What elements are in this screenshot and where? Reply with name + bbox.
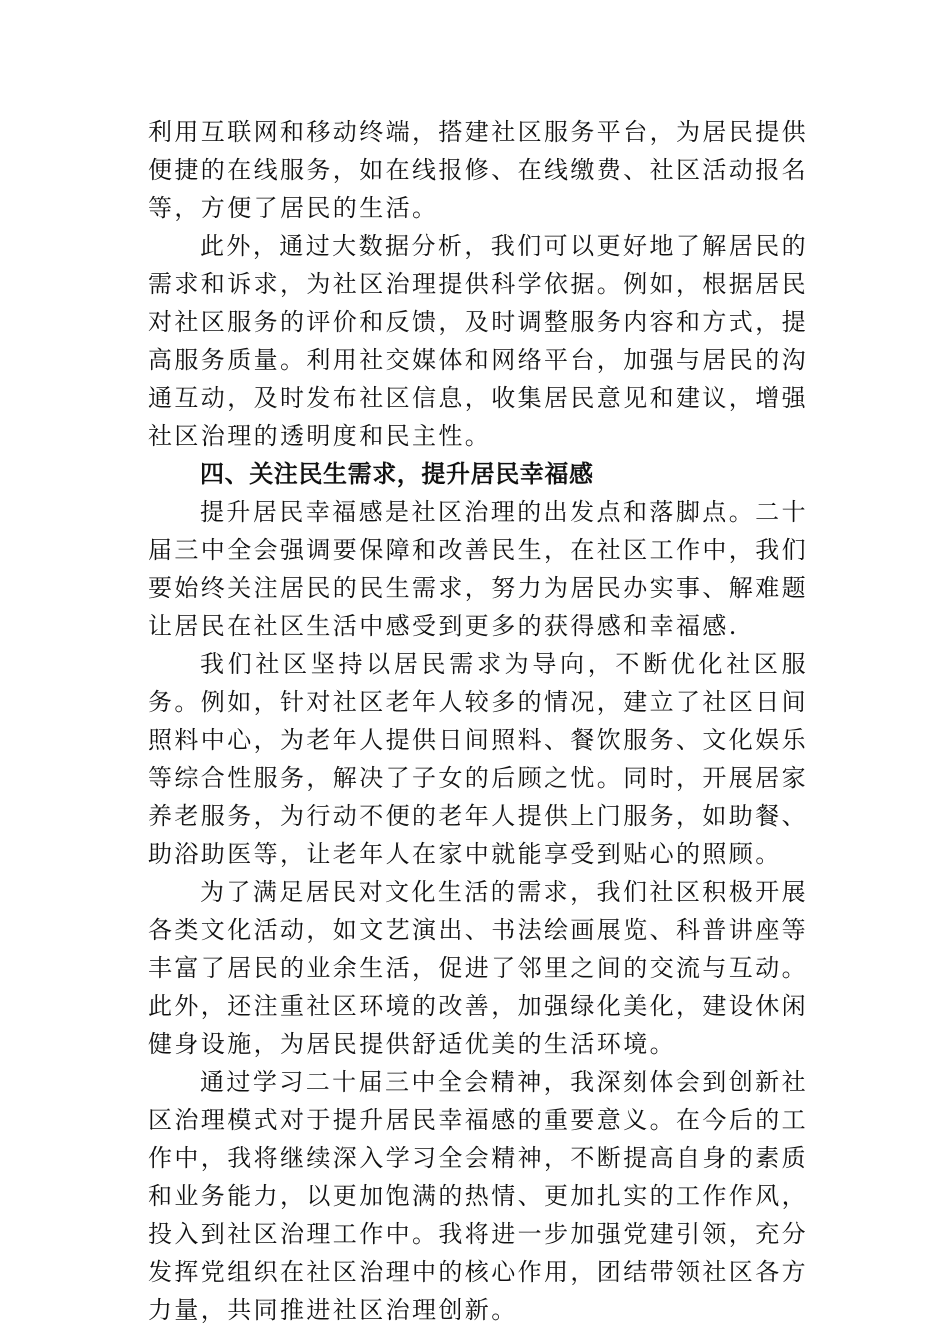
document-page bbox=[148, 113, 808, 1329]
paragraph-cultural-activities: 为了满足居民对文化生活的需求，我们社区积极开展各类文化活动，如文艺演出、书法绘画展览、科普讲座等丰富了居民的业余生活，促进了邻里之间的交流与互动。此外，还注重社区环境的改善，加强绿化美化，建设休闲健身设施，为居民提供舒适优美的生活环境。 bbox=[148, 878, 808, 1058]
paragraph-online-services: 利用互联网和移动终端，搭建社区服务平台，为居民提供便捷的在线服务，如在线报修、在线缴费、社区活动报名等，方便了居民的生活。 bbox=[148, 118, 808, 222]
paragraph-elderly-services: 我们社区坚持以居民需求为导向，不断优化社区服务。例如，针对社区老年人较多的情况，建立了社区日间照料中心，为老年人提供日间照料、餐饮服务、文化娱乐等综合性服务，解决了子女的后顾之忧。同时，开展居家养老服务，为行动不便的老年人提供上门服务，如助餐、助浴助医等，让老年人在家中就能享受到贴心的照顾。 bbox=[148, 650, 808, 868]
section-heading-livelihood: 四、关注民生需求，提升居民幸福感 bbox=[200, 460, 594, 488]
paragraph-conclusion: 通过学习二十届三中全会精神，我深刻体会到创新社区治理模式对于提升居民幸福感的重要意义。在今后的工作中，我将继续深入学习全会精神，不断提高自身的素质和业务能力，以更加饱满的热情、更加扎实的工作作风，投入到社区治理工作中。我将进一步加强党建引领，充分发挥党组织在社区治理中的核心作用，团结带领社区各方力量，共同推进社区治理创新。 bbox=[148, 1068, 808, 1324]
paragraph-big-data: 此外，通过大数据分析，我们可以更好地了解居民的需求和诉求，为社区治理提供科学依据。例如，根据居民对社区服务的评价和反馈，及时调整服务内容和方式，提高服务质量。利用社交媒体和网络平台，加强与居民的沟通互动，及时发布社区信息，收集居民意见和建议，增强社区治理的透明度和民主性。 bbox=[148, 232, 808, 450]
paragraph-happiness: 提升居民幸福感是社区治理的出发点和落脚点。二十届三中全会强调要保障和改善民生，在社区工作中，我们要始终关注居民的民生需求，努力为居民办实事、解难题让居民在社区生活中感受到更多的获得感和幸福感. bbox=[148, 498, 808, 640]
